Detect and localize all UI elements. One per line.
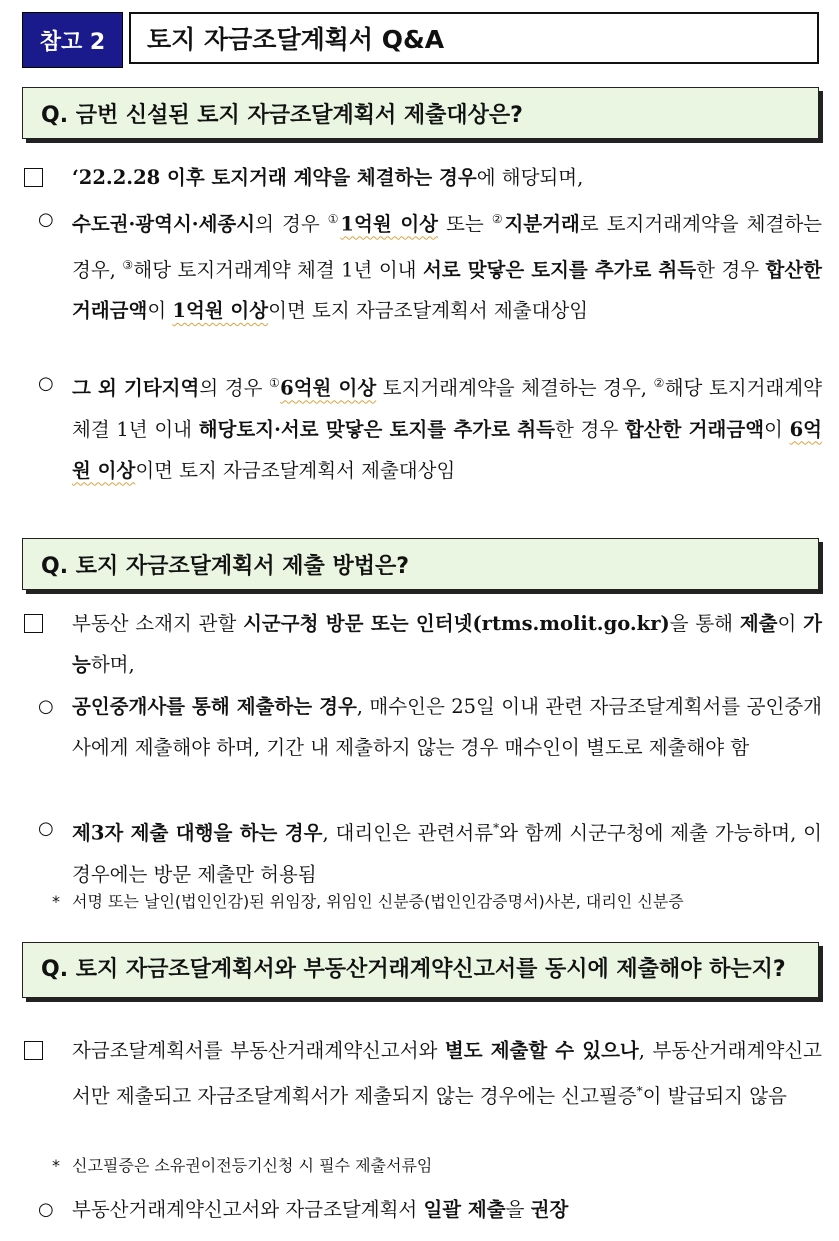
text: 토지거래계약을 체결하는 경우, <box>376 376 654 400</box>
footnote-mark: * <box>493 821 500 835</box>
circle-bullet-icon: ○ <box>38 696 54 717</box>
q3-footnote <box>22 1152 822 1180</box>
footnote-mark: * <box>52 892 60 911</box>
footnote-mark: * <box>52 1156 60 1175</box>
text: 부동산거래계약신고서와 자금조달계획서 <box>72 1198 424 1221</box>
text: 이 <box>764 417 790 441</box>
reference-badge: 참고 2 <box>22 12 123 68</box>
text: 이 발급되지 않음 <box>642 1084 787 1108</box>
q2-bullet-1 <box>22 686 822 768</box>
circled-number: ② <box>491 212 505 226</box>
q2-footnote <box>22 888 822 916</box>
text: , 부동산거래계약신고서만 제출되고 자금조달계획서가 제출되지 않는 경우에는 신고필증 <box>72 1039 822 1108</box>
question-2: Q. 토지 자금조달계획서 제출 방법은? <box>22 538 819 590</box>
q3-main-item <box>22 1030 822 1117</box>
text: 이 <box>777 612 804 635</box>
circled-number: ② <box>653 376 665 390</box>
text: 또는 <box>438 212 492 236</box>
text-bold: 서로 맞닿은 토지를 추가로 취득 <box>422 258 697 281</box>
text: 부동산 소재지 관할 <box>72 612 244 635</box>
text: 을 통해 <box>669 612 740 635</box>
text: 한 경우 <box>696 258 766 281</box>
text-bold: 시군구청 방문 또는 인터넷(rtms.molit.go.kr) <box>243 612 670 635</box>
question-3: Q. 토지 자금조달계획서와 부동산거래계약신고서를 동시에 제출해야 하는지? <box>22 942 819 998</box>
text: 을 <box>505 1198 531 1221</box>
text: 로 토지거래계약을 체결하는 경우, <box>72 212 822 281</box>
q3-bullet-1 <box>22 1189 822 1230</box>
text-bold: 공인중개사를 통해 제출하는 경우 <box>72 695 357 718</box>
circle-bullet-icon: ○ <box>38 209 54 230</box>
q1-bullet-2 <box>22 363 822 491</box>
q1-bullet-1 <box>22 199 822 331</box>
text-bold: 지분거래 <box>504 212 580 236</box>
square-bullet-icon <box>24 168 43 187</box>
page-title: 토지 자금조달계획서 Q&A <box>129 12 819 64</box>
circled-number: ① <box>327 212 341 226</box>
text: 해당 토지거래계약 체결 1년 이내 <box>72 376 822 441</box>
question-1: Q. 금번 신설된 토지 자금조달계획서 제출대상은? <box>22 87 819 139</box>
circle-bullet-icon: ○ <box>38 373 54 394</box>
square-bullet-icon <box>24 1041 43 1060</box>
circled-number: ③ <box>122 257 134 272</box>
text: 해당 토지거래계약 체결 1년 이내 <box>133 258 423 281</box>
text-bold: 1억원 이상 <box>340 212 438 236</box>
footnote-mark: * <box>636 1084 643 1098</box>
text: 이면 토지 자금조달계획서 제출대상임 <box>135 458 456 482</box>
q2-main-item <box>22 603 822 685</box>
text-bold: 권장 <box>530 1198 569 1221</box>
q2-bullet-2 <box>22 808 822 895</box>
text: 자금조달계획서를 부동산거래계약신고서와 <box>72 1039 445 1062</box>
footnote-text: 신고필증은 소유권이전등기신청 시 필수 제출서류임 <box>72 1156 433 1175</box>
q2-answer <box>22 603 822 685</box>
circle-bullet-icon: ○ <box>38 818 54 839</box>
circled-number: ① <box>269 376 281 390</box>
text: 의 경우 <box>199 376 269 400</box>
text: 이면 토지 자금조달계획서 제출대상임 <box>268 299 589 322</box>
text: , 매수인은 25일 이내 관련 자금조달계획서를 공인중개사에게 제출해야 하며, 기간 내 제출하지 않는 경우 매수인이 별도로 제출해야 함 <box>72 695 822 759</box>
q1-main-text: 에 해당되며, <box>476 166 584 189</box>
text: 의 경우 <box>255 212 328 236</box>
circle-bullet-icon: ○ <box>38 1199 54 1220</box>
text-bold: 그 외 기타지역 <box>72 376 200 400</box>
text-bold: 해당토지·서로 맞닿은 토지를 추가로 취득 <box>198 417 555 441</box>
text-bold: 별도 제출할 수 있으나 <box>444 1039 639 1062</box>
text-bold: 6억원 이상 <box>72 417 822 482</box>
text-bold: 합산한 거래금액 <box>624 417 765 441</box>
text-bold: 합산한 거래금액 <box>72 258 823 322</box>
text-bold: 제출 <box>739 612 778 635</box>
square-bullet-icon <box>24 614 43 633</box>
text-bold: 제3자 제출 대행을 하는 경우 <box>72 821 323 845</box>
text-bold: 1억원 이상 <box>172 299 269 322</box>
text: 와 함께 시군구청에 제출 가능하며, 이 경우에는 방문 제출만 허용됨 <box>72 821 822 886</box>
q3-answer <box>22 1030 822 1117</box>
text-bold: 6억원 이상 <box>280 376 377 400</box>
footnote-text: 서명 또는 날인(법인인감)된 위임장, 위임인 신분증(법인인감증명서)사본, 대리인 신분증 <box>72 892 684 911</box>
text: 이 <box>147 299 173 322</box>
text-bold: 수도권·광역시·세종시 <box>72 212 256 236</box>
text-bold: 일괄 제출 <box>423 1198 506 1221</box>
q1-main-item <box>22 157 822 198</box>
text: , 대리인은 관련서류 <box>322 821 494 845</box>
text: 한 경우 <box>554 417 625 441</box>
header <box>22 12 819 66</box>
q1-answer <box>22 157 822 198</box>
q1-main-bold: ‘22.2.28 이후 토지거래 계약을 체결하는 경우 <box>72 166 477 189</box>
text: 하며, <box>90 653 135 676</box>
text-bold: 가능 <box>72 612 822 676</box>
